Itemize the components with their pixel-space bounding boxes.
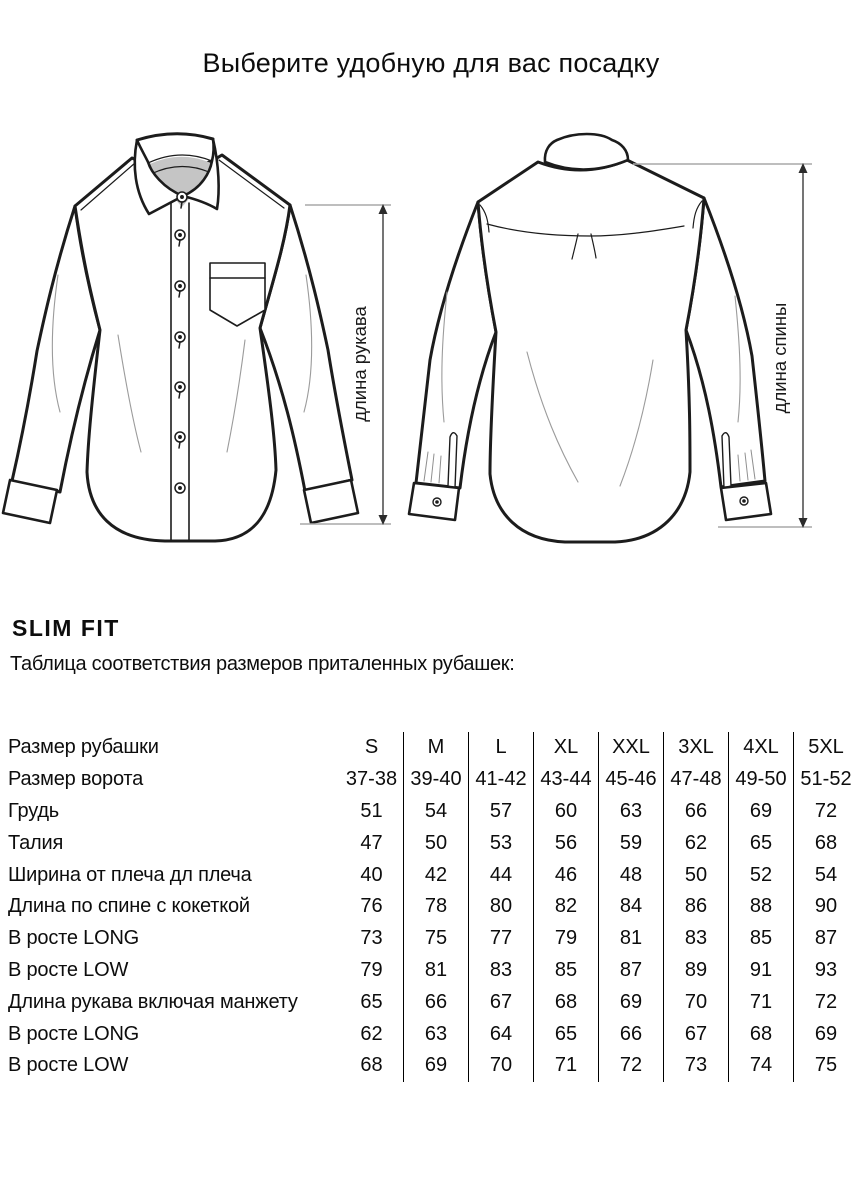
size-cell: 47-48 (663, 764, 728, 796)
size-cell: 75 (793, 1050, 858, 1082)
table-row-sleeve-length-long (8, 1018, 858, 1050)
row-label: В росте LOW (8, 1054, 129, 1077)
size-cell: 41-42 (468, 764, 533, 796)
size-cell: 73 (663, 1050, 728, 1082)
table-row-sleeve-length (8, 986, 858, 1018)
size-cell: 64 (468, 1018, 533, 1050)
back-body (478, 160, 704, 542)
size-cell: 63 (598, 796, 663, 828)
size-cell: 76 (360, 895, 383, 918)
size-cell: 46 (533, 859, 598, 891)
size-cell: 50 (663, 859, 728, 891)
size-cell: 88 (728, 891, 793, 923)
table-row-shoulder-width (8, 859, 858, 891)
table-row-waist (8, 827, 858, 859)
size-cell: 89 (663, 955, 728, 987)
size-cell: 77 (468, 923, 533, 955)
table-row-back-length-low (8, 955, 858, 987)
size-cell: 87 (598, 955, 663, 987)
size-cell: 73 (360, 927, 383, 950)
size-cell: 79 (360, 958, 383, 981)
size-cell: 84 (598, 891, 663, 923)
size-cell: 50 (403, 827, 468, 859)
back-left-sleeve-placket (448, 433, 457, 488)
size-cell: 45-46 (598, 764, 663, 796)
size-cell: 91 (728, 955, 793, 987)
size-cell: L (468, 732, 533, 764)
row-label: Ширина от плеча дл плеча (8, 863, 252, 886)
size-cell: 68 (793, 827, 858, 859)
size-cell: 65 (360, 990, 383, 1013)
size-cell: 67 (663, 1018, 728, 1050)
size-cell: 71 (533, 1050, 598, 1082)
row-label: Талия (8, 831, 64, 854)
size-cell: 57 (468, 796, 533, 828)
back-length-label: длина спины (769, 302, 790, 414)
shirt-back-drawing (409, 134, 771, 542)
row-label: В росте LONG (8, 927, 140, 950)
size-cell: 72 (598, 1050, 663, 1082)
size-cell: 68 (360, 1054, 383, 1077)
size-cell: XXL (598, 732, 663, 764)
size-cell: 5XL (793, 732, 858, 764)
size-cell: 54 (403, 796, 468, 828)
table-row-chest (8, 796, 858, 828)
size-cell: 83 (663, 923, 728, 955)
size-cell: 69 (598, 986, 663, 1018)
size-cell: 81 (403, 955, 468, 987)
size-cell: 70 (663, 986, 728, 1018)
size-cell: 65 (533, 1018, 598, 1050)
size-cell: 72 (793, 796, 858, 828)
size-cell: 85 (728, 923, 793, 955)
page-title: Выберите удобную для вас посадку (202, 48, 660, 78)
size-cell: 66 (663, 796, 728, 828)
size-cell: 85 (533, 955, 598, 987)
size-cell: 70 (468, 1050, 533, 1082)
size-cell: 78 (403, 891, 468, 923)
size-cell: 67 (468, 986, 533, 1018)
size-cell: 83 (468, 955, 533, 987)
size-cell: 47 (360, 831, 383, 854)
row-label: Размер рубашки (8, 736, 159, 759)
fit-heading: SLIM FIT (12, 615, 120, 641)
size-cell: 51 (360, 799, 383, 822)
size-cell: 79 (533, 923, 598, 955)
row-label: Грудь (8, 799, 60, 822)
size-cell: 80 (468, 891, 533, 923)
back-right-sleeve-placket (722, 433, 731, 488)
size-cell: 81 (598, 923, 663, 955)
size-cell: 59 (598, 827, 663, 859)
size-cell: 75 (403, 923, 468, 955)
collar-top-edge (137, 134, 213, 140)
size-cell: 66 (403, 986, 468, 1018)
size-cell: M (403, 732, 468, 764)
size-cell: 49-50 (728, 764, 793, 796)
size-table (8, 732, 858, 1082)
size-cell: 74 (728, 1050, 793, 1082)
size-cell: 69 (403, 1050, 468, 1082)
size-cell: XL (533, 732, 598, 764)
size-cell: 68 (533, 986, 598, 1018)
table-row-back-length-long (8, 923, 858, 955)
row-label: В росте LONG (8, 1022, 140, 1045)
row-label: Длина рукава включая манжету (8, 990, 298, 1013)
size-cell: 3XL (663, 732, 728, 764)
size-cell: 86 (663, 891, 728, 923)
size-cell: 37-38 (345, 768, 398, 791)
size-cell: 4XL (728, 732, 793, 764)
size-cell: 53 (468, 827, 533, 859)
sleeve-length-label: длина рукава (349, 306, 370, 422)
size-cell: 66 (598, 1018, 663, 1050)
size-cell: 62 (663, 827, 728, 859)
size-cell: 42 (403, 859, 468, 891)
size-cell: 63 (403, 1018, 468, 1050)
table-row-shirt-size (8, 732, 858, 764)
size-cell: 44 (468, 859, 533, 891)
size-cell: 60 (533, 796, 598, 828)
size-cell: 52 (728, 859, 793, 891)
shirt-front-drawing (3, 134, 358, 541)
size-cell: 69 (728, 796, 793, 828)
size-cell: 72 (793, 986, 858, 1018)
table-subtitle: Таблица соответствия размеров приталенных рубашек: (10, 653, 515, 675)
size-cell: 69 (793, 1018, 858, 1050)
size-cell: 62 (360, 1022, 383, 1045)
size-cell: 51-52 (793, 764, 858, 796)
table-row-back-length (8, 891, 858, 923)
size-cell: 39-40 (403, 764, 468, 796)
table-row-collar-size (8, 764, 858, 796)
size-cell: 43-44 (533, 764, 598, 796)
row-label: Размер ворота (8, 768, 144, 791)
size-cell: 93 (793, 955, 858, 987)
table-row-sleeve-length-low (8, 1050, 858, 1082)
size-cell: 56 (533, 827, 598, 859)
back-collar (545, 134, 628, 170)
size-cell: 82 (533, 891, 598, 923)
size-cell: 48 (598, 859, 663, 891)
size-cell: 87 (793, 923, 858, 955)
size-cell: 40 (360, 863, 383, 886)
size-cell: 65 (728, 827, 793, 859)
size-cell: 90 (793, 891, 858, 923)
row-label: В росте LOW (8, 958, 129, 981)
size-cell: S (364, 736, 379, 759)
shirt-measurement-diagram (0, 100, 862, 580)
row-label: Длина по спине с кокеткой (8, 895, 250, 918)
size-cell: 54 (793, 859, 858, 891)
size-cell: 68 (728, 1018, 793, 1050)
size-cell: 71 (728, 986, 793, 1018)
